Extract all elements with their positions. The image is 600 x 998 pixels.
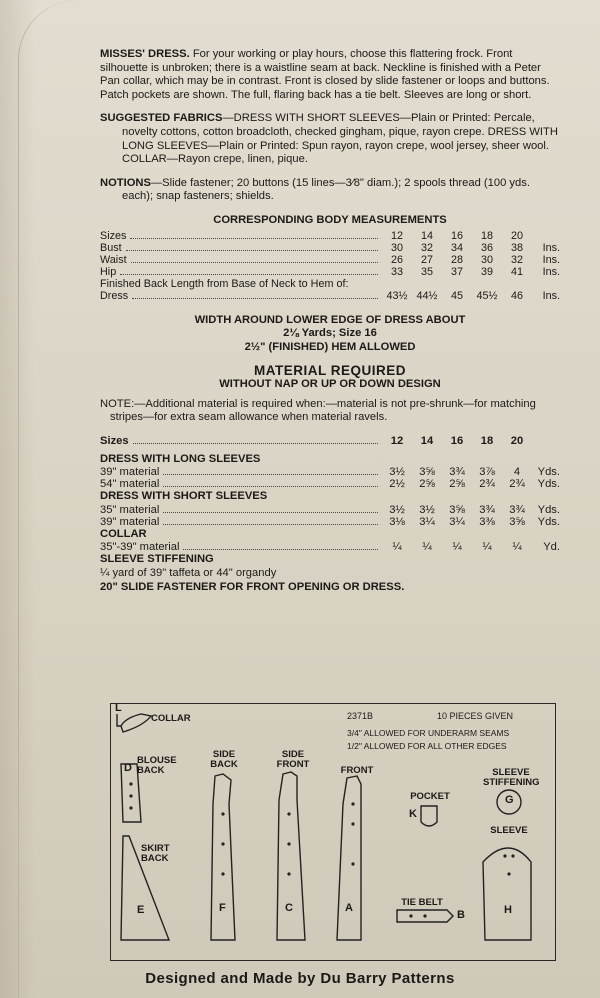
material-value: 3⅝	[509, 515, 525, 528]
material-subtitle: WITHOUT NAP OR UP OR DOWN DESIGN	[219, 377, 441, 390]
measurement-label: Sizes	[100, 229, 127, 242]
measurement-row	[100, 242, 560, 254]
measurement-value: 35	[420, 265, 433, 278]
front-label: FRONT	[340, 765, 374, 776]
pocket-piece	[421, 806, 437, 826]
material-value: 3¾	[449, 466, 465, 479]
notions-paragraph	[100, 177, 560, 204]
skirt-back-letter: E	[137, 904, 145, 916]
material-size: 20	[510, 434, 524, 447]
side-front-label: SIDE FRONT	[276, 749, 310, 770]
measurement-row	[100, 230, 560, 242]
measurement-value: 14	[420, 229, 433, 242]
sleeve-letter: H	[504, 904, 512, 916]
material-unit: Yds.	[537, 515, 560, 528]
material-unit: Yd.	[543, 541, 560, 554]
material-value: 4	[513, 466, 521, 479]
collar-letter: L	[115, 702, 122, 714]
intro-paragraph	[100, 48, 560, 102]
material-row	[100, 541, 560, 553]
material-label: 54" material	[100, 478, 160, 491]
fabrics-text: —DRESS WITH SHORT SLEEVES—Plain or Printed: Percale, novelty cottons, cotton broadcloth, checked gingham, pique, rayon crepe. DRESS WITH LONG SLEEVES—Plain or Printed: Spun rayon, rayon crepe, wool jersey, sheer wool. COLLAR—Rayon crepe, linen, pique.	[122, 112, 558, 166]
skirt-back-label: SKIRT BACK	[141, 843, 170, 864]
pattern-text	[100, 48, 560, 594]
pocket-letter: K	[409, 808, 417, 820]
material-value: 2⅝	[419, 478, 435, 491]
material-size: 12	[390, 434, 404, 447]
intro-heading: MISSES' DRESS.	[100, 48, 190, 60]
side-front-letter: C	[285, 902, 293, 914]
measurement-value: 46	[510, 289, 523, 302]
material-size: 18	[480, 434, 494, 447]
footer-credit: Designed and Made by Du Barry Patterns	[145, 970, 455, 987]
measurement-value: 45	[450, 289, 463, 302]
fastener-line: 20" SLIDE FASTENER FOR FRONT OPENING OR DRESS.	[100, 580, 405, 593]
measurement-unit: Ins.	[542, 241, 560, 254]
collar-label: COLLAR	[151, 713, 191, 724]
section-heading: COLLAR	[100, 527, 147, 540]
material-value: 3½	[389, 503, 405, 516]
material-label: 35"-39" material	[100, 541, 180, 554]
material-value: 3¼	[449, 515, 465, 528]
material-size: 14	[420, 434, 434, 447]
body-measurements-table	[100, 230, 560, 302]
measurement-row	[100, 266, 560, 278]
measurement-value: 37	[450, 265, 463, 278]
material-unit: Yds.	[537, 478, 560, 491]
material-unit: Yds.	[537, 503, 560, 516]
pocket-label: POCKET	[410, 791, 450, 802]
material-block	[100, 364, 560, 594]
measurement-value: 33	[390, 265, 403, 278]
front-letter: A	[345, 902, 353, 914]
measurement-value: 30	[480, 253, 493, 266]
material-label: 39" material	[100, 515, 160, 528]
measurement-value: 26	[390, 253, 403, 266]
width-block	[100, 314, 560, 355]
material-value: 3⅞	[479, 466, 495, 479]
material-row	[100, 516, 560, 528]
collar-piece	[117, 714, 151, 732]
sleeve-stiffening-letter: G	[505, 794, 514, 806]
pieces-given: 10 PIECES GIVEN	[437, 711, 514, 721]
measurement-value: 32	[510, 253, 523, 266]
material-sizes-label: Sizes	[100, 434, 129, 447]
side-back-label: SIDE BACK	[210, 749, 238, 770]
body-measurements-title: CORRESPONDING BODY MEASUREMENTS	[213, 213, 447, 226]
material-value: 3⅝	[419, 466, 435, 479]
sleeve-piece	[483, 848, 531, 940]
stiffening-heading: SLEEVE STIFFENING	[100, 553, 214, 566]
seam-allowance-1: 3/4" ALLOWED FOR UNDERARM SEAMS	[347, 728, 510, 738]
side-back-piece	[211, 774, 235, 940]
pattern-number: 2371B	[347, 711, 374, 721]
material-value: 3¼	[419, 515, 435, 528]
measurement-unit: Ins.	[542, 253, 560, 266]
notions-text: —Slide fastener; 20 buttons (15 lines—3⁄8" diam.); 2 spools thread (100 yds. each); snap fasteners; shields.	[122, 176, 530, 203]
material-value: 3⅜	[479, 515, 495, 528]
blouse-back-label: BLOUSE BACK	[137, 755, 177, 776]
width-line-2: 2⅛ Yards; Size 16	[283, 327, 377, 340]
measurement-unit: Ins.	[542, 265, 560, 278]
fabrics-paragraph	[100, 112, 560, 166]
material-sizes-row	[100, 435, 560, 447]
measurement-row	[100, 290, 560, 302]
material-value: ¼	[392, 541, 402, 554]
material-unit: Yds.	[537, 466, 560, 479]
section-heading: DRESS WITH SHORT SLEEVES	[100, 490, 268, 503]
material-value: 2¾	[509, 478, 525, 491]
blouse-back-letter: D	[124, 762, 132, 774]
section-heading: DRESS WITH LONG SLEEVES	[100, 452, 261, 465]
stiffening-text: ¼ yard of 39" taffeta or 44" organdy	[100, 567, 277, 580]
measurement-label: Bust	[100, 241, 122, 254]
measurement-value: 30	[390, 241, 403, 254]
material-value: 3½	[419, 503, 435, 516]
sleeve-label: SLEEVE	[490, 825, 528, 836]
material-note: NOTE:—Additional material is required when:—material is not pre-shrunk—for matching stripes—for extra seam allowance when material ravels.	[100, 397, 536, 424]
measurement-value: 18	[480, 229, 493, 242]
measurement-value: 12	[390, 229, 403, 242]
material-value: 3½	[389, 466, 405, 479]
measurement-value: 38	[510, 241, 523, 254]
back-length-label: Finished Back Length from Base of Neck to Hem of:	[100, 277, 349, 290]
material-value: ¼	[482, 541, 492, 554]
width-line-1: WIDTH AROUND LOWER EDGE OF DRESS ABOUT	[194, 313, 466, 326]
material-value: 2¾	[479, 478, 495, 491]
measurement-label: Dress	[100, 289, 129, 302]
side-back-letter: F	[219, 902, 226, 914]
envelope-flap-edge	[18, 0, 89, 998]
measurement-label: Waist	[100, 253, 127, 266]
measurement-value: 39	[480, 265, 493, 278]
measurement-value: 27	[420, 253, 433, 266]
measurement-value: 41	[510, 265, 523, 278]
width-line-3: 2½" (FINISHED) HEM ALLOWED	[244, 340, 416, 353]
sleeve-stiffening-label: SLEEVE STIFFENING	[483, 767, 540, 788]
front-piece	[337, 776, 361, 940]
material-value: ¼	[452, 541, 462, 554]
measurement-value: 28	[450, 253, 463, 266]
measurement-label: Hip	[100, 265, 117, 278]
material-row	[100, 504, 560, 516]
material-size: 16	[450, 434, 464, 447]
material-label: 39" material	[100, 466, 160, 479]
side-front-piece	[277, 772, 305, 940]
measurement-value: 32	[420, 241, 433, 254]
intro-text: For your working or play hours, choose this flattering frock. Front silhouette is unbroken; there is a waistline seam at back. Neckline is finished with a Peter Pan collar, which may be in contrast. Front is closed by slide fastener or loops and buttons. Patch pockets are shown. The full, flaring back has a tie belt. Sleeves are long or short.	[100, 48, 550, 101]
measurement-value: 36	[480, 241, 493, 254]
material-row	[100, 466, 560, 478]
measurement-value: 43½	[386, 289, 408, 302]
material-title: MATERIAL REQUIRED	[253, 363, 406, 379]
material-value: 2⅝	[449, 478, 465, 491]
fabrics-heading: SUGGESTED FABRICS	[100, 112, 223, 125]
material-value: 3¾	[509, 503, 525, 516]
notions-heading: NOTIONS	[100, 176, 151, 189]
measurement-value: 45½	[476, 289, 498, 302]
material-label: 35" material	[100, 503, 160, 516]
measurement-value: 44½	[416, 289, 438, 302]
measurement-value: 34	[450, 241, 463, 254]
pattern-pieces-diagram	[110, 703, 556, 961]
material-value: ¼	[512, 541, 522, 554]
measurement-unit: Ins.	[542, 289, 560, 302]
seam-allowance-2: 1/2" ALLOWED FOR ALL OTHER EDGES	[347, 741, 507, 751]
tie-belt-letter: B	[457, 909, 465, 921]
tie-belt-label: TIE BELT	[401, 897, 443, 908]
material-row	[100, 478, 560, 490]
measurement-row	[100, 254, 560, 266]
material-value: 3⅛	[389, 515, 405, 528]
material-value: 2½	[389, 478, 405, 491]
material-value: ¼	[422, 541, 432, 554]
measurement-value: 20	[510, 229, 523, 242]
material-value: 3¾	[479, 503, 495, 516]
material-value: 3⅝	[449, 503, 465, 516]
measurement-value: 16	[450, 229, 463, 242]
